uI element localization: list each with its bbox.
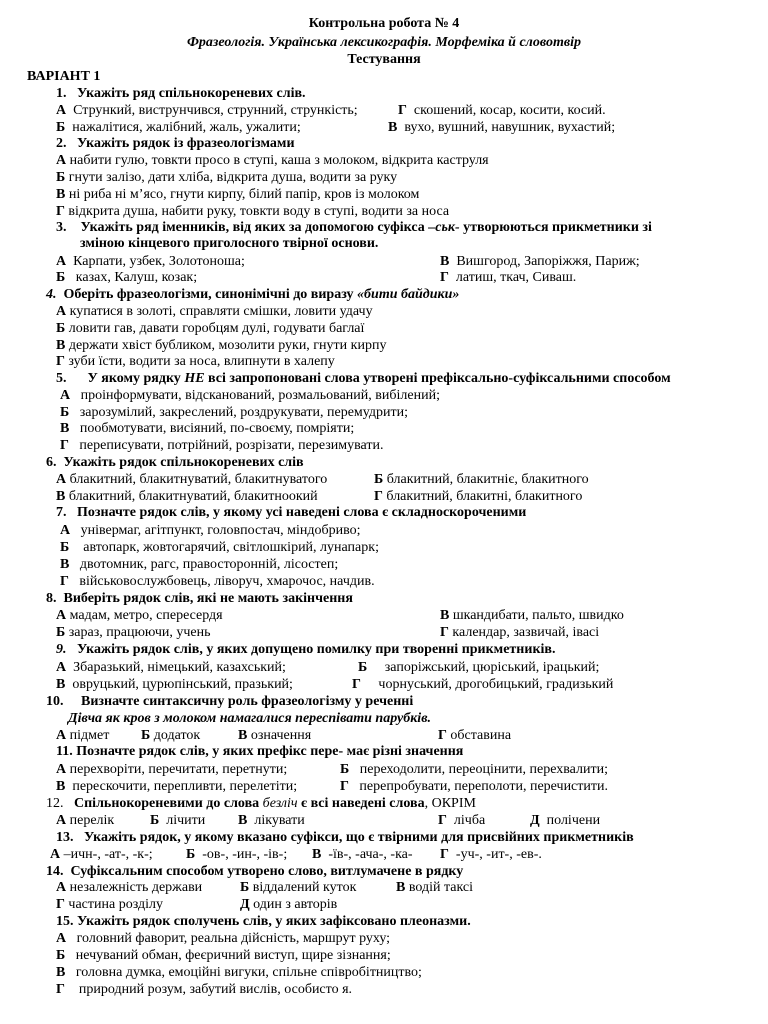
option-3a: А Карпати, узбек, Золотоноша; [56,254,245,269]
option-9g: Г чорнуський, дрогобицький, градизький [352,677,614,692]
option-10v: В означення [238,728,312,743]
option-9b: Б запоріжський, цюріський, ірацький; [358,660,600,675]
option-5v: В пообмотувати, висіяний, по-своєму, помріяти; [60,421,355,436]
option-3g: Г латиш, ткач, Сиваш. [440,270,577,285]
option-4b: Б ловити гав, давати горобцям дулі, годувати баглаї [56,321,365,336]
option-4a: А купатися в золоті, справляти смішки, ловити удачу [56,304,373,319]
option-14b: Б віддалений куток [240,880,357,895]
option-15a: А головний фаворит, реальна дійсність, маршрут руху; [56,931,391,946]
option-14d: Д один з авторів [240,897,338,912]
option-14a: А незалежність держави [56,880,203,895]
option-13a: А –ичн-, -ат-, -к-; [50,847,153,862]
option-8b: Б зараз, працюючи, учень [56,625,211,640]
option-1b: Б нажалітися, жалібний, жаль, ужалити; [56,120,301,135]
question-2: 2. Укажіть рядок із фразеологізмами [56,136,295,151]
question-9: 9. Укажіть рядок слів, у яких допущено помилку при творенні прикметників. [56,642,556,657]
question-6: 6. Укажіть рядок спільнокореневих слів [46,455,304,470]
option-15g: Г природний розум, забутий вислів, особисто я. [56,982,353,997]
question-10: 10. Визначте синтаксичну роль фразеологізму у реченні [46,694,414,709]
option-2v: В ні риба ні м’ясо, гнути кирпу, білий папір, кров із молоком [56,187,420,202]
option-4g: Г зуби їсти, водити за носа, влипнути в халепу [56,354,335,369]
question-4: 4. Оберіть фразеологізми, синонімічні до виразу «бити байдики» [46,287,460,302]
option-3v: В Вишгород, Запоріжжя, Париж; [440,254,640,269]
option-6b: Б блакитний, блакитніє, блакитного [374,472,589,487]
question-3-cont: зміною кінцевого приголосного твірної основи. [80,236,379,251]
option-1v: В вухо, вушний, навушник, вухастий; [388,120,616,135]
option-10a: А підмет [56,728,110,743]
option-7b: Б автопарк, жовтогарячий, світлошкірий, лунапарк; [60,540,379,555]
option-5g: Г переписувати, потрійний, розрізати, перезимувати. [60,438,384,453]
option-5b: Б зарозумілий, закреслений, роздрукувати, перемудрити; [60,405,408,420]
section-title: Тестування [347,52,421,67]
option-15b: Б нечуваний обман, феєричний виступ, щире зізнання; [56,948,391,963]
option-9a: А Збаразький, німецький, казахський; [56,660,286,675]
option-12g: Г лічба [438,813,486,828]
option-6v: В блакитний, блакитнуватий, блакитноокий [56,489,318,504]
question-10-sentence: Дівча як кров з молоком намагалися переспівати парубків. [68,711,431,726]
option-11b: Б переходолити, переоцінити, перехвалити; [340,762,608,777]
option-1a: А Стрункий, виструнчився, струнний, стрункість; [56,103,358,118]
option-6g: Г блакитний, блакитні, блакитного [374,489,583,504]
question-12: 12. Спільнокореневими до слова безліч є всі наведені слова, ОКРІМ [46,796,476,811]
option-12b: Б лічити [150,813,206,828]
option-7a: А універмаг, агітпункт, головпостач, міндобриво; [60,523,361,538]
option-10b: Б додаток [141,728,201,743]
option-13b: Б -ов-, -ин-, -ів-; [186,847,288,862]
option-11g: Г перепробувати, переполоти, перечистити. [340,779,608,794]
question-13: 13. Укажіть рядок, у якому вказано суфікси, що є твірними для присвійних прикметників [56,830,634,845]
option-6a: А блакитний, блакитнуватий, блакитнуватого [56,472,328,487]
question-8: 8. Виберіть рядок слів, які не мають закінчення [46,591,353,606]
option-12d: Д полічени [530,813,601,828]
option-14v: В водій таксі [396,880,474,895]
option-2g: Г відкрита душа, набити руку, товкти воду в ступі, водити за носа [56,204,450,219]
option-13g: Г -уч-, -ит-, -ев-. [440,847,542,862]
option-4v: В держати хвіст бубликом, мозолити руки, гнути кирпу [56,338,387,353]
variant-label: ВАРІАНТ 1 [27,69,101,84]
option-12v: В лікувати [238,813,305,828]
option-3b: Б казах, Калуш, козак; [56,270,198,285]
option-15v: В головна думка, емоційні вигуки, спільне співробітництво; [56,965,422,980]
page-title: Контрольна робота № 4 [308,16,460,31]
option-2a: А набити гулю, товкти просо в ступі, каша з молоком, відкрита каструля [56,153,489,168]
option-7g: Г військовослужбовець, ліворуч, хмарочос, начдив. [60,574,375,589]
option-14g: Г частина розділу [56,897,163,912]
option-8v: В шкандибати, пальто, швидко [440,608,624,623]
option-2b: Б гнути залізо, дати хліба, відкрита душа, водити за руку [56,170,398,185]
option-13v: В -їв-, -ача-, -ка- [312,847,413,862]
question-7: 7. Позначте рядок слів, у якому усі наведені слова є складноскороченими [56,505,527,520]
option-5a: А проінформувати, відсканований, розмальований, вибілений; [60,388,440,403]
option-7v: В двотомник, рагс, правосторонній, лісостеп; [60,557,339,572]
option-8g: Г календар, зазвичай, івасі [440,625,600,640]
question-1: 1. Укажіть ряд спільнокореневих слів. [56,86,306,101]
question-15: 15. Укажіть рядок сполучень слів, у яких зафіксовано плеоназми. [56,914,471,929]
question-14: 14. Суфіксальним способом утворено слово, витлумачене в рядку [46,864,464,879]
page-subtitle: Фразеологія. Українська лексикографія. Морфеміка й словотвір [187,35,581,50]
question-3: 3. Укажіть ряд іменників, від яких за допомогою суфікса –ськ- утворюються прикметники зі [56,220,652,235]
option-11v: В перескочити, перепливти, перелетіти; [56,779,298,794]
option-11a: А перехворіти, перечитати, перетнути; [56,762,288,777]
option-1g: Г скошений, косар, косити, косий. [398,103,606,118]
option-10g: Г обставина [438,728,512,743]
option-8a: А мадам, метро, спересердя [56,608,223,623]
question-5: 5. У якому рядку НЕ всі запропоновані слова утворені префіксально-суфіксальними способом [56,371,671,386]
option-9v: В овруцький, цурюпінський, празький; [56,677,293,692]
option-12a: А перелік [56,813,115,828]
question-11: 11. Позначте рядок слів, у яких префікс пере- має різні значення [56,744,464,759]
